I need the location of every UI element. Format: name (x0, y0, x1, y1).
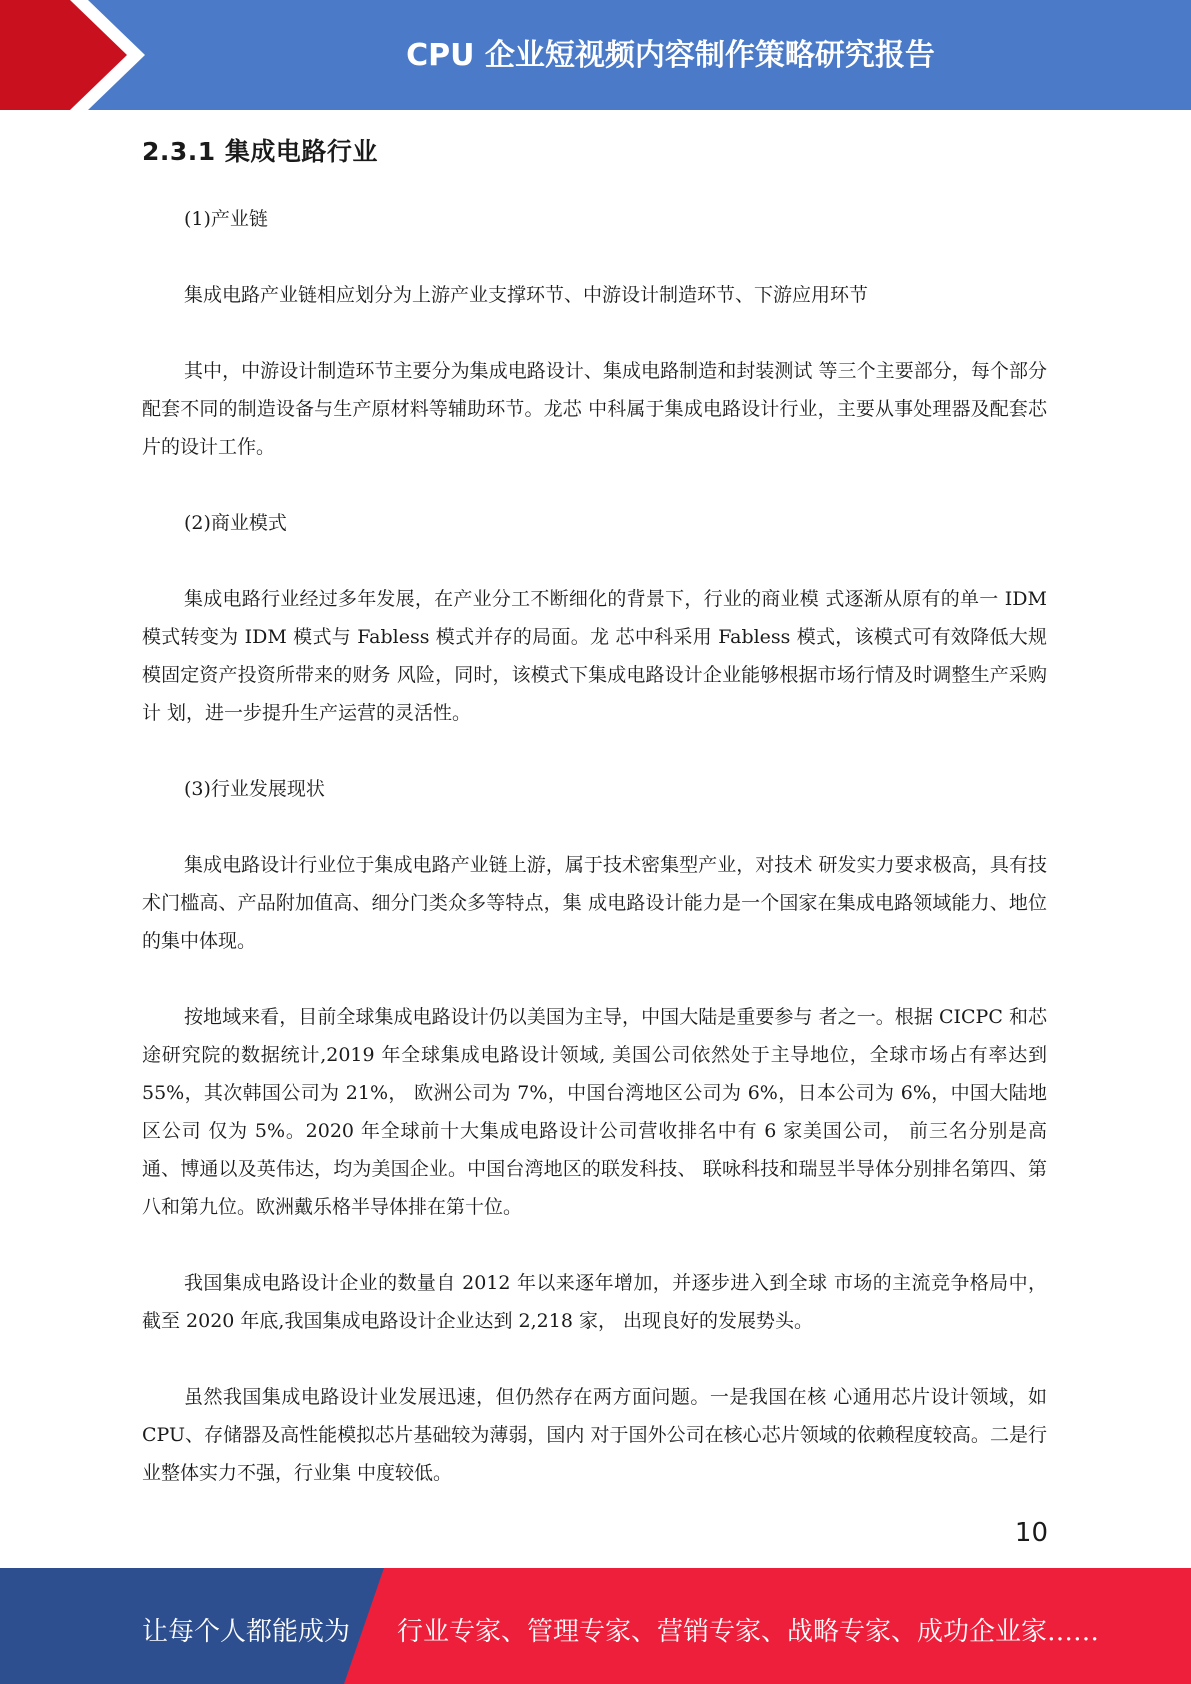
paragraph: 我国集成电路设计企业的数量自 2012 年以来逐年增加，并逐步进入到全球 市场的主流竞争格局中，截至 2020 年底,我国集成电路设计企业达到 2,218 家， 出现良好的发展势头。 (142, 1272, 1047, 1332)
paragraph: 虽然我国集成电路设计业发展迅速，但仍然存在两方面问题。一是我国在核 心通用芯片设计领域，如 CPU、存储器及高性能模拟芯片基础较为薄弱，国内 对于国外公司在核心芯片领域的依赖程度较高。二是行业整体实力不强，行业集 中度较低。 (142, 1386, 1047, 1484)
footer-banner (0, 1568, 1191, 1684)
page-body (142, 132, 1047, 1530)
subheading-industry-status: (3)行业发展现状 (184, 778, 325, 800)
paragraph: 按地域来看，目前全球集成电路设计仍以美国为主导，中国大陆是重要参与 者之一。根据 CICPC 和芯途研究院的数据统计,2019 年全球集成电路设计领域, 美国公司依然处于主导地位，全球市场占有率达到 55%，其次韩国公司为 21%， 欧洲公司为 7%，中国台湾地区公司为 6%，日本公司为 6%，中国大陆地区公司 仅为 5%。2020 年全球前十大集成电路设计公司营收排名中有 6 家美国公司， 前三名分别是高通、博通以及英伟达，均为美国企业。中国台湾地区的联发科技、 联咏科技和瑞昱半导体分别排名第四、第八和第九位。欧洲戴乐格半导体排在第十位。 (142, 1006, 1047, 1218)
footer-slogan-right: 行业专家、管理专家、营销专家、战略专家、成功企业家…… (397, 1617, 1100, 1647)
subheading-industry-chain: (1)产业链 (184, 208, 268, 230)
paragraph: 其中，中游设计制造环节主要分为集成电路设计、集成电路制造和封装测试 等三个主要部分，每个部分配套不同的制造设备与生产原材料等辅助环节。龙芯 中科属于集成电路设计行业，主要从事处理器及配套芯片的设计工作。 (142, 360, 1047, 458)
subheading-business-model: (2)商业模式 (184, 512, 287, 534)
report-title: CPU 企业短视频内容制作策略研究报告 (406, 38, 935, 73)
page-number: 10 (1014, 1518, 1048, 1548)
footer-slogan-left: 让每个人都能成为 (142, 1617, 351, 1647)
paragraph: 集成电路设计行业位于集成电路产业链上游，属于技术密集型产业，对技术 研发实力要求极高，具有技术门槛高、产品附加值高、细分门类众多等特点，集 成电路设计能力是一个国家在集成电路领域能力、地位的集中体现。 (142, 854, 1047, 952)
paragraph: 集成电路产业链相应划分为上游产业支撑环节、中游设计制造环节、下游应用环节 (184, 284, 869, 306)
section-heading: 2.3.1 集成电路行业 (142, 137, 378, 166)
header-banner (0, 0, 1191, 110)
paragraph: 集成电路行业经过多年发展，在产业分工不断细化的背景下，行业的商业模 式逐渐从原有的单一 IDM 模式转变为 IDM 模式与 Fabless 模式并存的局面。龙 芯中科采用 Fabless 模式，该模式可有效降低大规模固定资产投资所带来的财务 风险，同时，该模式下集成电路设计企业能够根据市场行情及时调整生产采购计 划，进一步提升生产运营的灵活性。 (142, 588, 1047, 724)
